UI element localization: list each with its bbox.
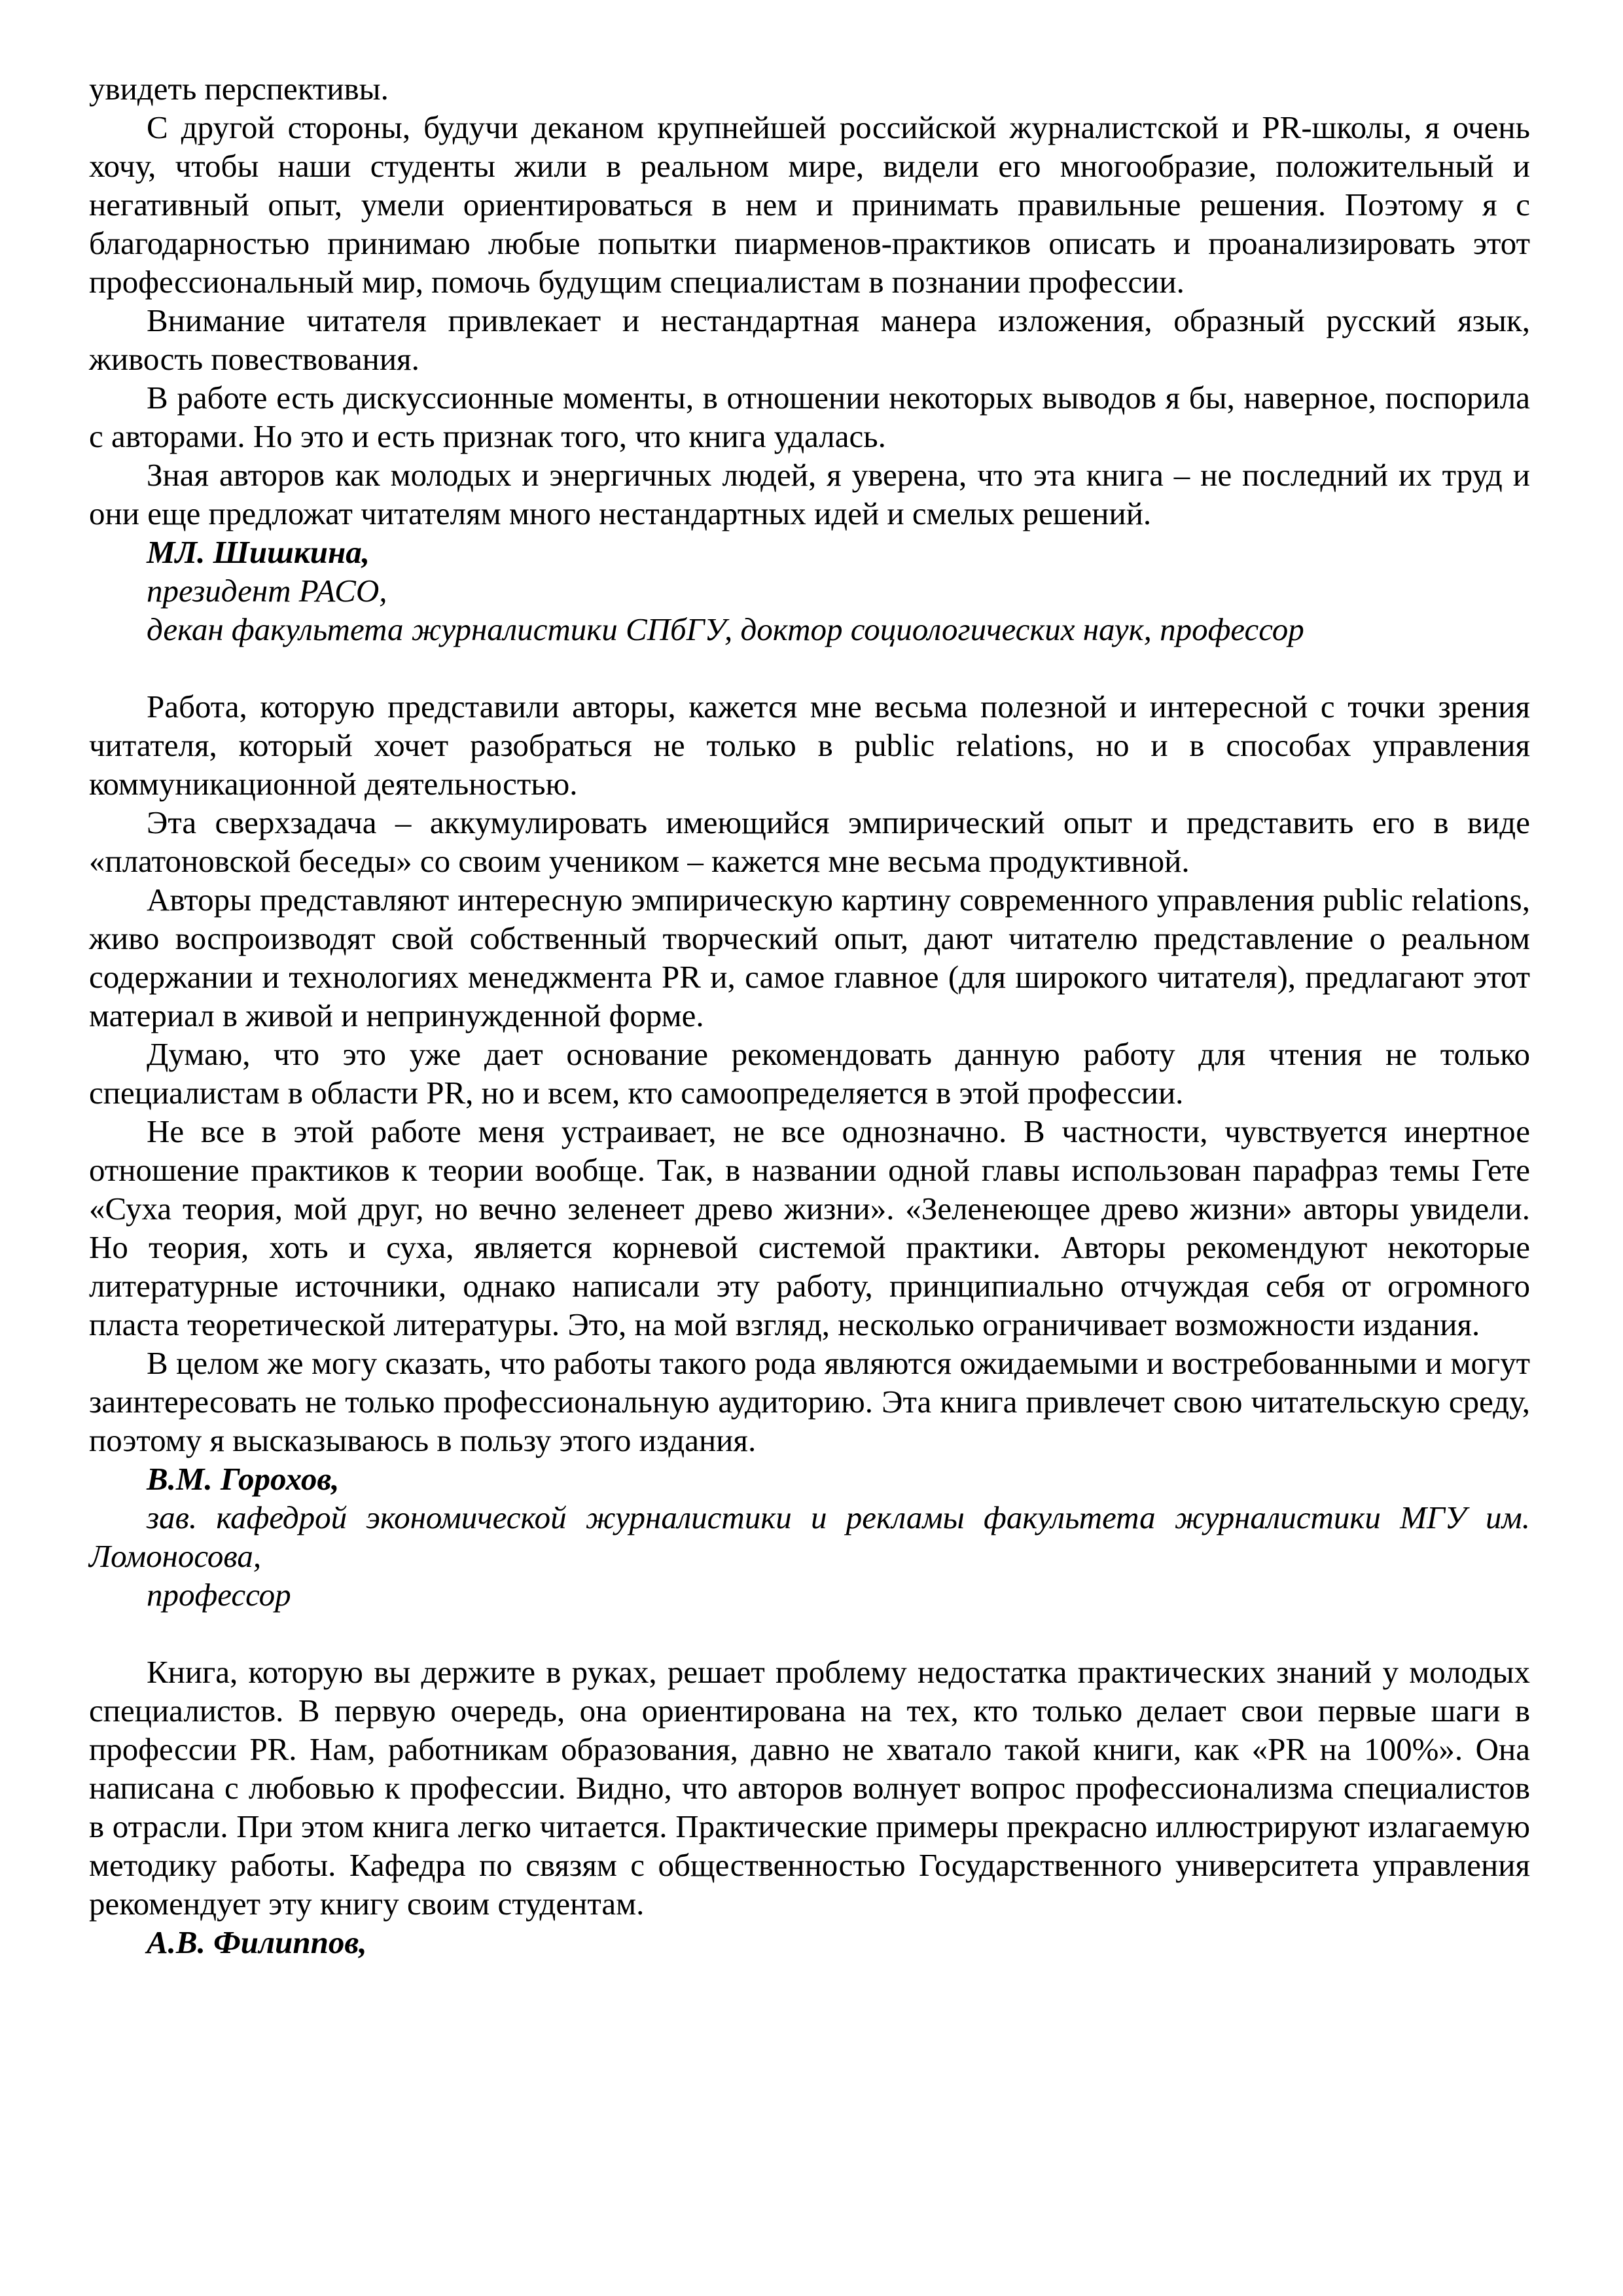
paragraph: Авторы представляют интересную эмпирическую картину современного управления public relations, живо воспроизводят свой собственный творческий опыт, дают читателю представление о реальном содержании и технологиях менеджмента PR и, самое главное (для широкого читателя), предлагают этот материал в живой и непринужденной форме.	[89, 882, 1530, 1033]
signature-role: президент РАСО,	[147, 573, 387, 609]
paragraph: Внимание читателя привлекает и нестандартная манера изложения, образный русский язык, живость повествования.	[89, 302, 1530, 377]
paragraph: Книга, которую вы держите в руках, решает проблему недостатка практических знаний у молодых специалистов. В первую очередь, она ориентирована на тех, кто только делает свои первые шаги в профессии PR. Нам, работникам образования, давно не хватало такой книги, как «PR на 100%». Она написана с любовью к профессии. Видно, что авторов волнует вопрос профессионализма специалистов в отрасли. При этом книга легко читается. Практические примеры прекрасно иллюстрируют излагаемую методику работы. Кафедра по связям с общественностью Государственного университета управления рекомендует эту книгу своим студентам.	[89, 1654, 1530, 1922]
signature-role: зав. кафедрой экономической журналистики и рекламы факультета журналистики МГУ им. Ломоносова,	[89, 1499, 1530, 1574]
paragraph: В работе есть дискуссионные моменты, в отношении некоторых выводов я бы, наверное, поспорила с авторами. Но это и есть признак того, что книга удалась.	[89, 380, 1530, 454]
paragraph: Думаю, что это уже дает основание рекомендовать данную работу для чтения не только специалистам в области PR, но и всем, кто самоопределяется в этой профессии.	[89, 1036, 1530, 1111]
paragraph: Не все в этой работе меня устраивает, не все однозначно. В частности, чувствуется инертное отношение практиков к теории вообще. Так, в названии одной главы использован парафраз темы Гете «Суха теория, мой друг, но вечно зеленеет древо жизни». «Зеленеющее древо жизни» авторы увидели. Но теория, хоть и суха, является корневой системой практики. Авторы рекомендуют некоторые литературные источники, однако написали эту работу, принципиально отчуждая себя от огромного пласта теоретической литературы. Это, на мой взгляд, несколько ограничивает возможности издания.	[89, 1113, 1530, 1342]
paragraph: Работа, которую представили авторы, кажется мне весьма полезной и интересной с точки зрения читателя, который хочет разобраться не только в public relations, но и в способах управления коммуникационной деятельностью.	[89, 689, 1530, 802]
signature-name: А.В. Филиппов,	[147, 1924, 367, 1960]
paragraph: С другой стороны, будучи деканом крупнейшей российской журналистской и PR-школы, я очень хочу, чтобы наши студенты жили в реальном мире, видели его многообразие, положительный и негативный опыт, умели ориентироваться в нем и принимать правильные решения. Поэтому я с благодарностью принимаю любые попытки пиарменов-практиков описать и проанализировать этот профессиональный мир, помочь будущим специалистам в познании профессии.	[89, 109, 1530, 300]
paragraph: В целом же могу сказать, что работы такого рода являются ожидаемыми и востребованными и могут заинтересовать не только профессиональную аудиторию. Эта книга привлечет свою читательскую среду, поэтому я высказываюсь в пользу этого издания.	[89, 1345, 1530, 1458]
paragraph: Эта сверхзадача – аккумулировать имеющийся эмпирический опыт и представить его в виде «платоновской беседы» со своим учеником – кажется мне весьма продуктивной.	[89, 804, 1530, 879]
signature-role: профессор	[147, 1577, 291, 1613]
paragraph: Зная авторов как молодых и энергичных людей, я уверена, что эта книга – не последний их труд и они еще предложат читателям много нестандартных идей и смелых решений.	[89, 457, 1530, 531]
paragraph-continuation: увидеть перспективы.	[89, 71, 389, 107]
signature-name: МЛ. Шишкина,	[147, 534, 370, 570]
signature-role: декан факультета журналистики СПбГУ, доктор социологических наук, профессор	[147, 611, 1304, 647]
signature-name: В.М. Горохов,	[147, 1461, 340, 1497]
